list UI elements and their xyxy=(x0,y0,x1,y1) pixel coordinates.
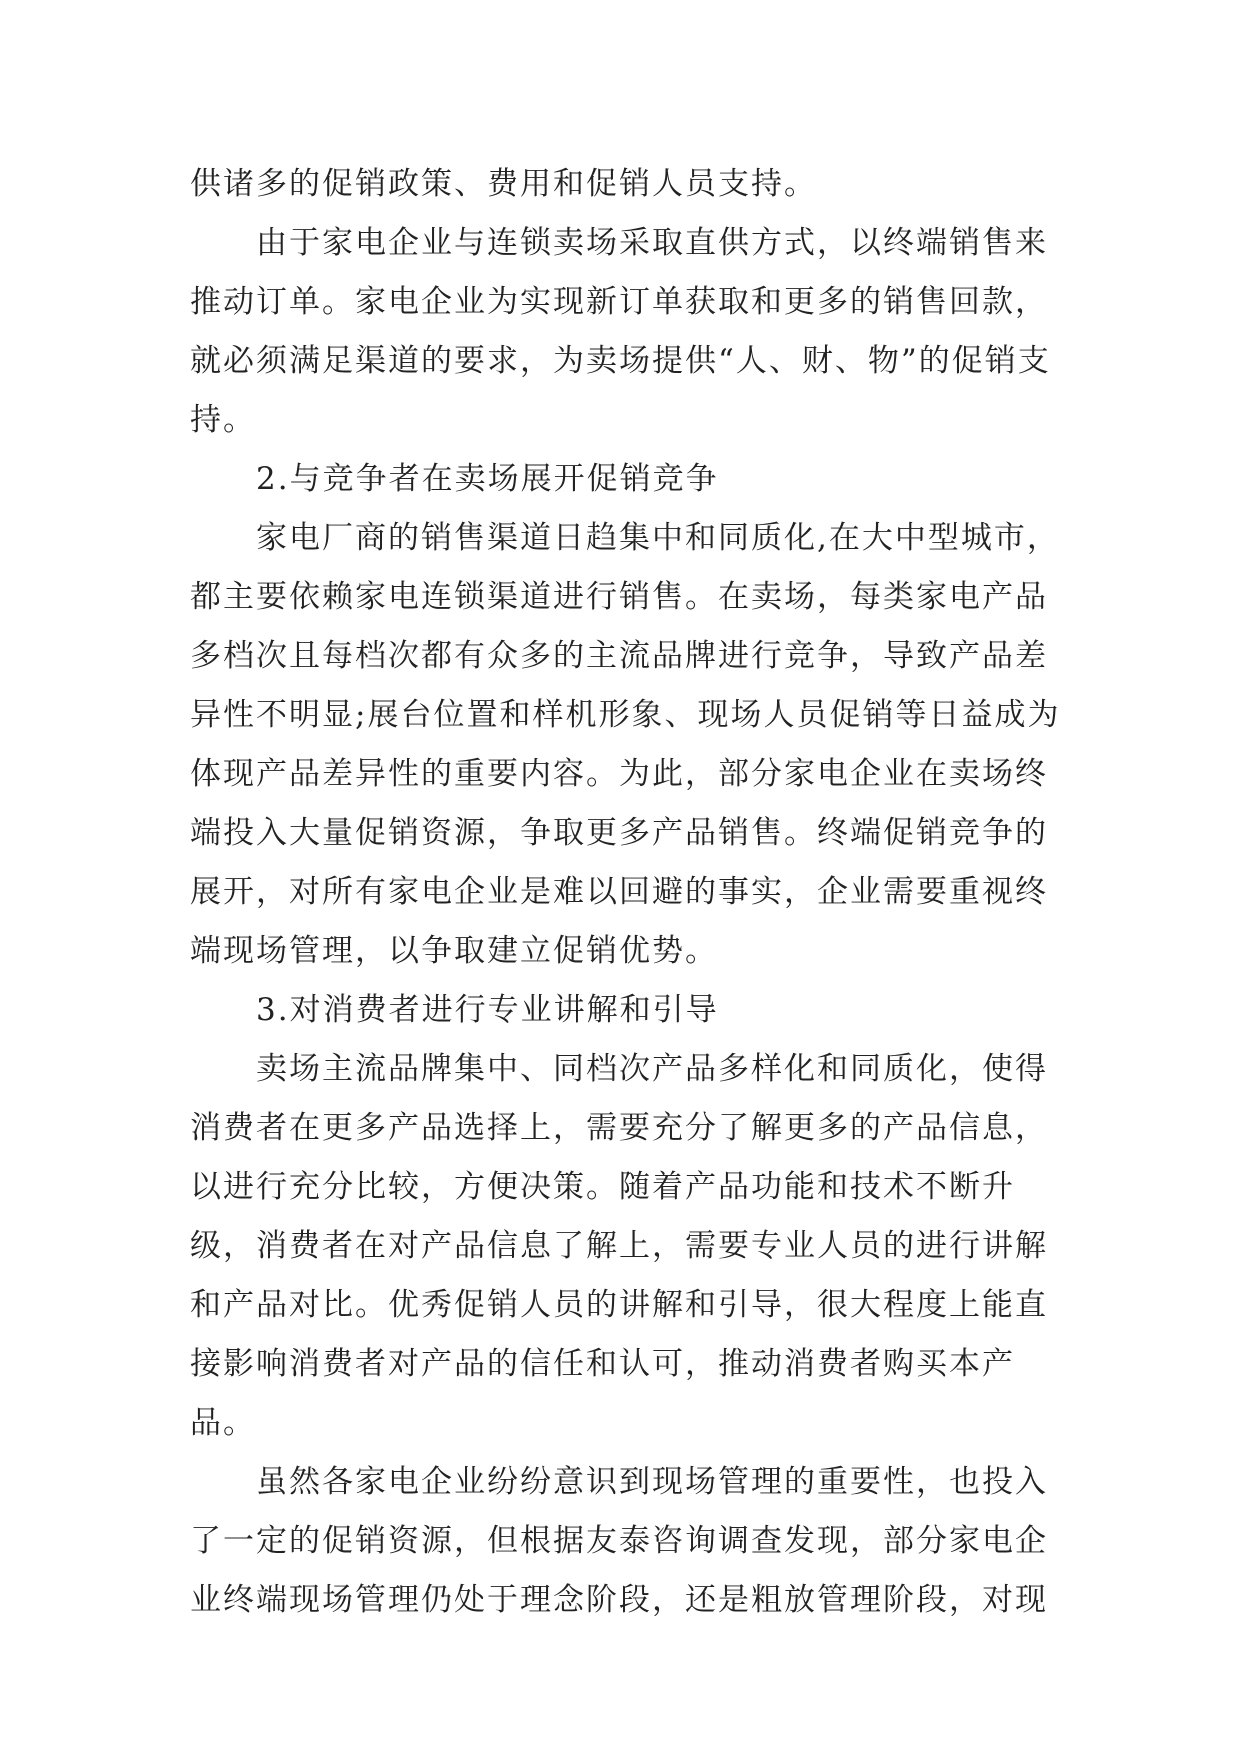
paragraph-direct-supply: 由于家电企业与连锁卖场采取直供方式，以终端销售来推动订单。家电企业为实现新订单获取和更多的销售回款，就必须满足渠道的要求，为卖场提供“人、财、物”的促销支持。 xyxy=(190,225,1051,438)
section-heading-consumer: 3.对消费者进行专业讲解和引导 xyxy=(256,992,719,1028)
paragraph-consumer: 卖场主流品牌集中、同档次产品多样化和同质化，使得消费者在更多产品选择上，需要充分了解更多的产品信息，以进行充分比较，方便决策。随着产品功能和技术不断升级，消费者在对产品信息了解上，需要专业人员的进行讲解和产品对比。优秀促销人员的讲解和引导，很大程度上能直接影响消费者对产品的信任和认可，推动消费者购买本产品。 xyxy=(190,1051,1048,1441)
section-heading-competition: 2.与竞争者在卖场展开促销竞争 xyxy=(256,461,719,497)
paragraph-continuation: 供诸多的促销政策、费用和促销人员支持。 xyxy=(190,166,817,202)
document-body xyxy=(190,155,1070,1630)
paragraph-competition: 家电厂商的销售渠道日趋集中和同质化,在大中型城市，都主要依赖家电连锁渠道进行销售。在卖场，每类家电产品多档次且每档次都有众多的主流品牌进行竞争，导致产品差异性不明显;展台位置和样机形象、现场人员促销等日益成为体现产品差异性的重要内容。为此，部分家电企业在卖场终端投入大量促销资源，争取更多产品销售。终端促销竞争的展开，对所有家电企业是难以回避的事实，企业需要重视终端现场管理，以争取建立促销优势。 xyxy=(190,520,1061,969)
paragraph-summary: 虽然各家电企业纷纷意识到现场管理的重要性，也投入了一定的促销资源，但根据友泰咨询调查发现，部分家电企业终端现场管理仍处于理念阶段，还是粗放管理阶段，对现 xyxy=(190,1464,1048,1618)
